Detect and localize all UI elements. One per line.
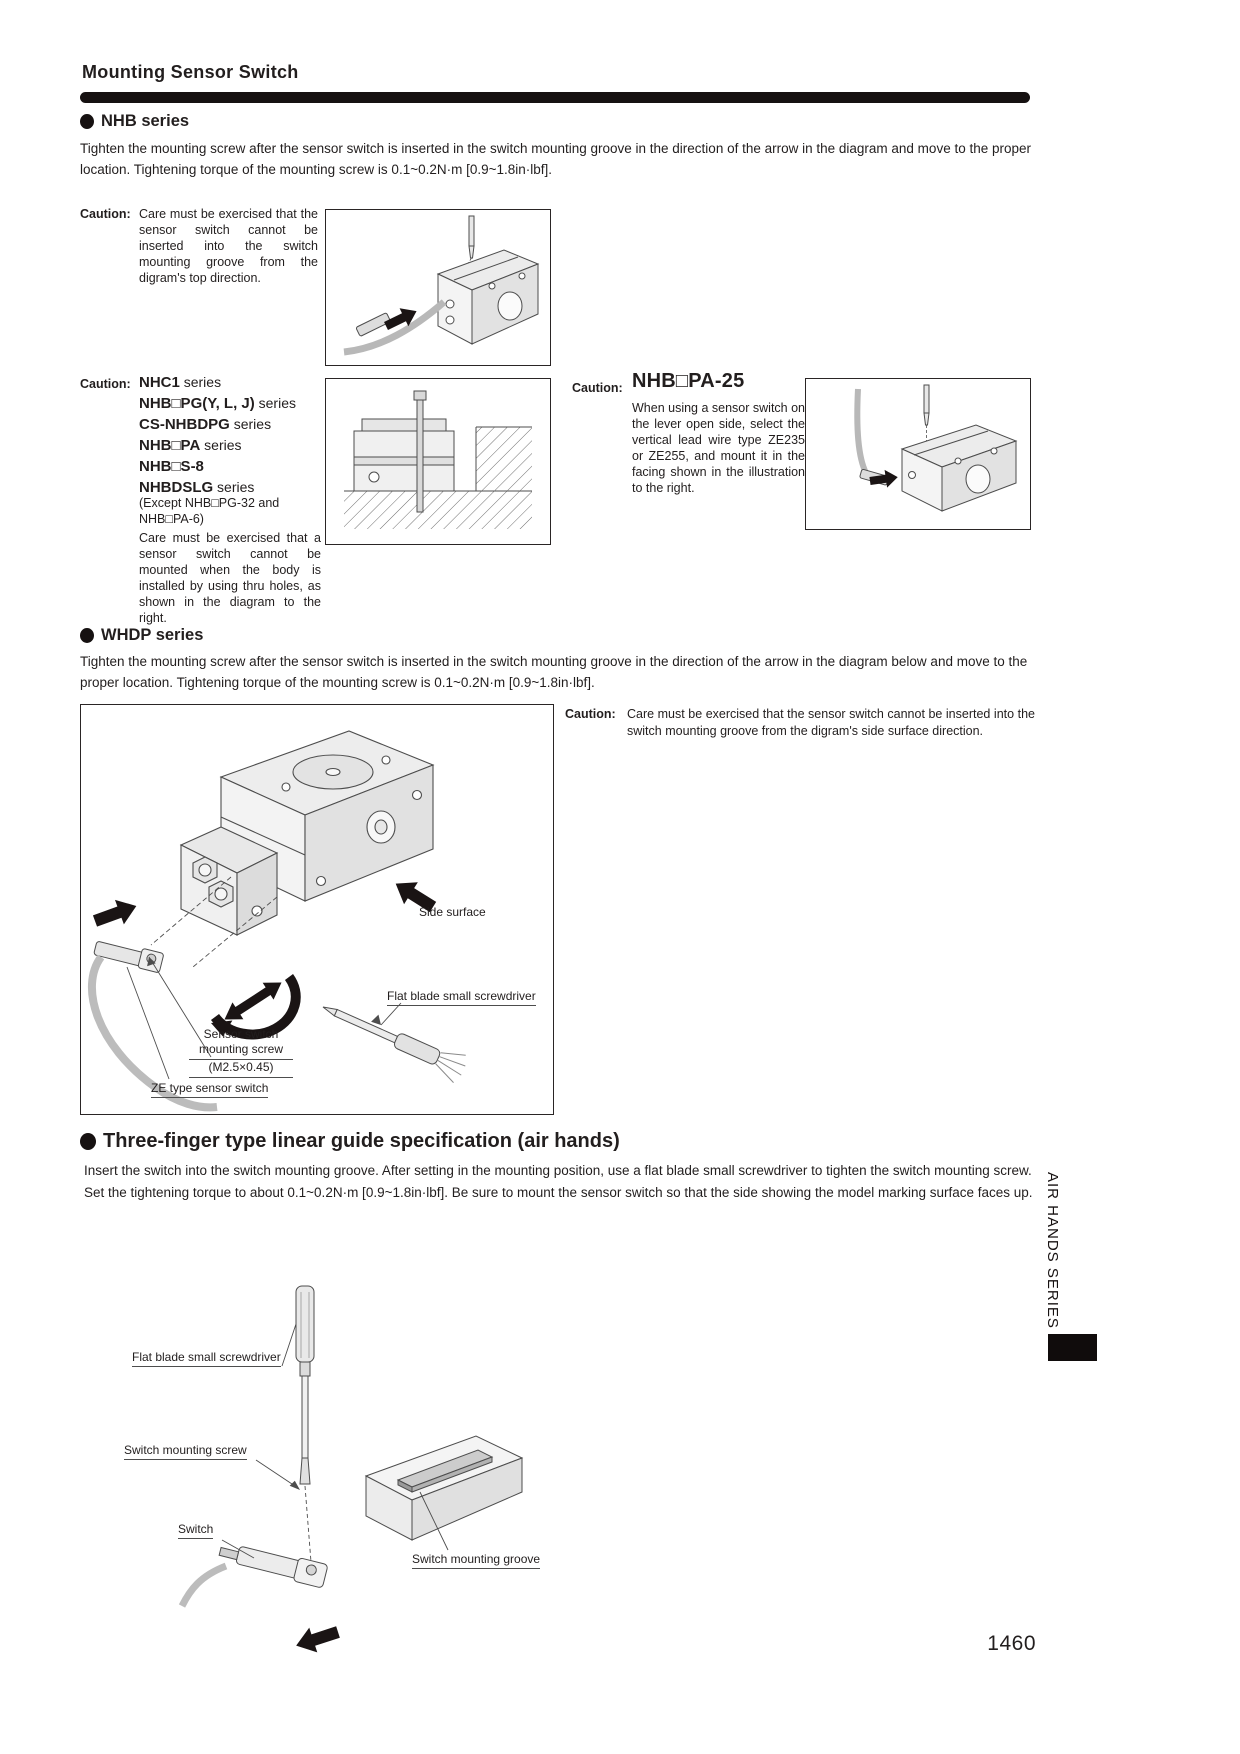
section-bullet-icon (80, 628, 94, 643)
series-suffix: series (200, 437, 242, 453)
title-rule (80, 92, 1030, 103)
section-three-finger-heading (80, 1130, 620, 1153)
whdp-intro: Tighten the mounting screw after the sensor switch is inserted in the switch mounting groove in the direction of the arrow in the diagram below and move to the proper location. Tightening torque of the mounting screw is 0.1~0.2N·m [0.9~1.8in·lbf]. (80, 654, 1028, 690)
section-bullet-icon (80, 114, 94, 129)
whdp-diagram (80, 704, 554, 1115)
series-suffix: series (179, 374, 222, 390)
gripper-top-insert-illustration (326, 210, 550, 365)
tf-screwdriver-label: Flat blade small screwdriver (132, 1350, 281, 1367)
series-model: CS-NHBDPG (139, 416, 230, 433)
tf-screw-label: Switch mounting screw (124, 1443, 247, 1460)
section-heading-text: NHB series (101, 112, 190, 130)
section-heading-text: Three-finger type linear guide specification (air hands) (103, 1130, 620, 1152)
series-model: NHBDSLG (139, 479, 214, 496)
thru-hole-cross-section-illustration (326, 379, 550, 544)
mounting-screw-label-line2: mounting screw (189, 1042, 293, 1060)
series-model: NHB□PG(Y, L, J) (139, 395, 255, 412)
page-title: Mounting Sensor Switch (82, 62, 299, 82)
section-nhb-heading (80, 112, 189, 131)
series-item (139, 456, 296, 477)
caution-text: Care must be exercised that the sensor switch cannot be inserted into the switch mounting groove from the digram's side surface direction. (627, 707, 1035, 738)
caution-label: Caution: (80, 377, 131, 391)
three-finger-intro: Insert the switch into the switch mounting groove. After setting in the mounting position, use a flat blade small screwdriver to tighten the switch mounting screw. Set the tightening torque to about 0.1~0.2N·m [0.9~1.8in·lbf]. Be sure to mount the sensor switch so that the side showing the model marking surface faces up. (84, 1163, 1033, 1200)
caution-text: Care must be exercised that a sensor switch cannot be mounted when the body is installed by using thru holes, as shown in the diagram to the right. (139, 531, 321, 625)
tf-switch-label: Switch (178, 1522, 213, 1539)
series-suffix: series (213, 479, 255, 495)
series-suffix: series (254, 395, 296, 411)
series-item (139, 393, 296, 414)
screwdriver-label: Flat blade small screwdriver (387, 989, 536, 1006)
nhb-top-insert-diagram (325, 209, 551, 366)
pa25-diagram (805, 378, 1031, 530)
series-suffix: series (229, 416, 272, 432)
series-item (139, 435, 296, 456)
page-number: 1460 (987, 1632, 1036, 1655)
sensor-switch-label: ZE type sensor switch (151, 1081, 268, 1098)
caution-text: Care must be exercised that the sensor switch cannot be inserted into the switch mounting groove from the digram's top direction. (139, 207, 318, 285)
caution-label: Caution: (80, 207, 131, 221)
series-item (139, 372, 296, 393)
air-hands-series-tab: AIR HANDS SERIES (1044, 1172, 1061, 1329)
caution-label: Caution: (565, 707, 616, 721)
series-model: NHC1 (139, 374, 180, 391)
section-bullet-icon (80, 1133, 96, 1150)
mounting-screw-label-line1: Sensor switch (203, 1027, 279, 1041)
caution-text: When using a sensor switch on the lever open side, select the vertical lead wire type ZE235 or ZE255, and mount it in the facing shown in the illustration to the right. (632, 401, 806, 495)
series-exception: (Except NHB□PG-32 and NHB□PA-6) (139, 496, 280, 526)
mounting-screw-label (189, 1027, 293, 1078)
pa25-model: NHB□PA-25 (632, 370, 745, 392)
series-tab-marker (1048, 1334, 1097, 1361)
series-model: NHB□S-8 (139, 458, 204, 475)
series-item (139, 414, 296, 435)
section-heading-text: WHDP series (101, 626, 204, 644)
series-item (139, 477, 296, 498)
series-list (139, 372, 296, 498)
mounting-screw-label-line3: (M2.5×0.45) (189, 1060, 293, 1078)
side-surface-label: Side surface (419, 905, 486, 919)
nhb-thru-hole-diagram (325, 378, 551, 545)
series-model: NHB□PA (139, 437, 201, 454)
nhb-intro: Tighten the mounting screw after the sensor switch is inserted in the switch mounting groove in the direction of the arrow in the diagram and move to the proper location. Tightening torque of the mounting screw is 0.1~0.2N·m [0.9~1.8in·lbf]. (80, 141, 1031, 177)
tf-groove-label: Switch mounting groove (412, 1552, 540, 1569)
caution-label: Caution: (572, 381, 623, 395)
section-whdp-heading (80, 626, 203, 645)
three-finger-diagram (80, 1240, 720, 1670)
pa25-mount-illustration (806, 379, 1030, 529)
